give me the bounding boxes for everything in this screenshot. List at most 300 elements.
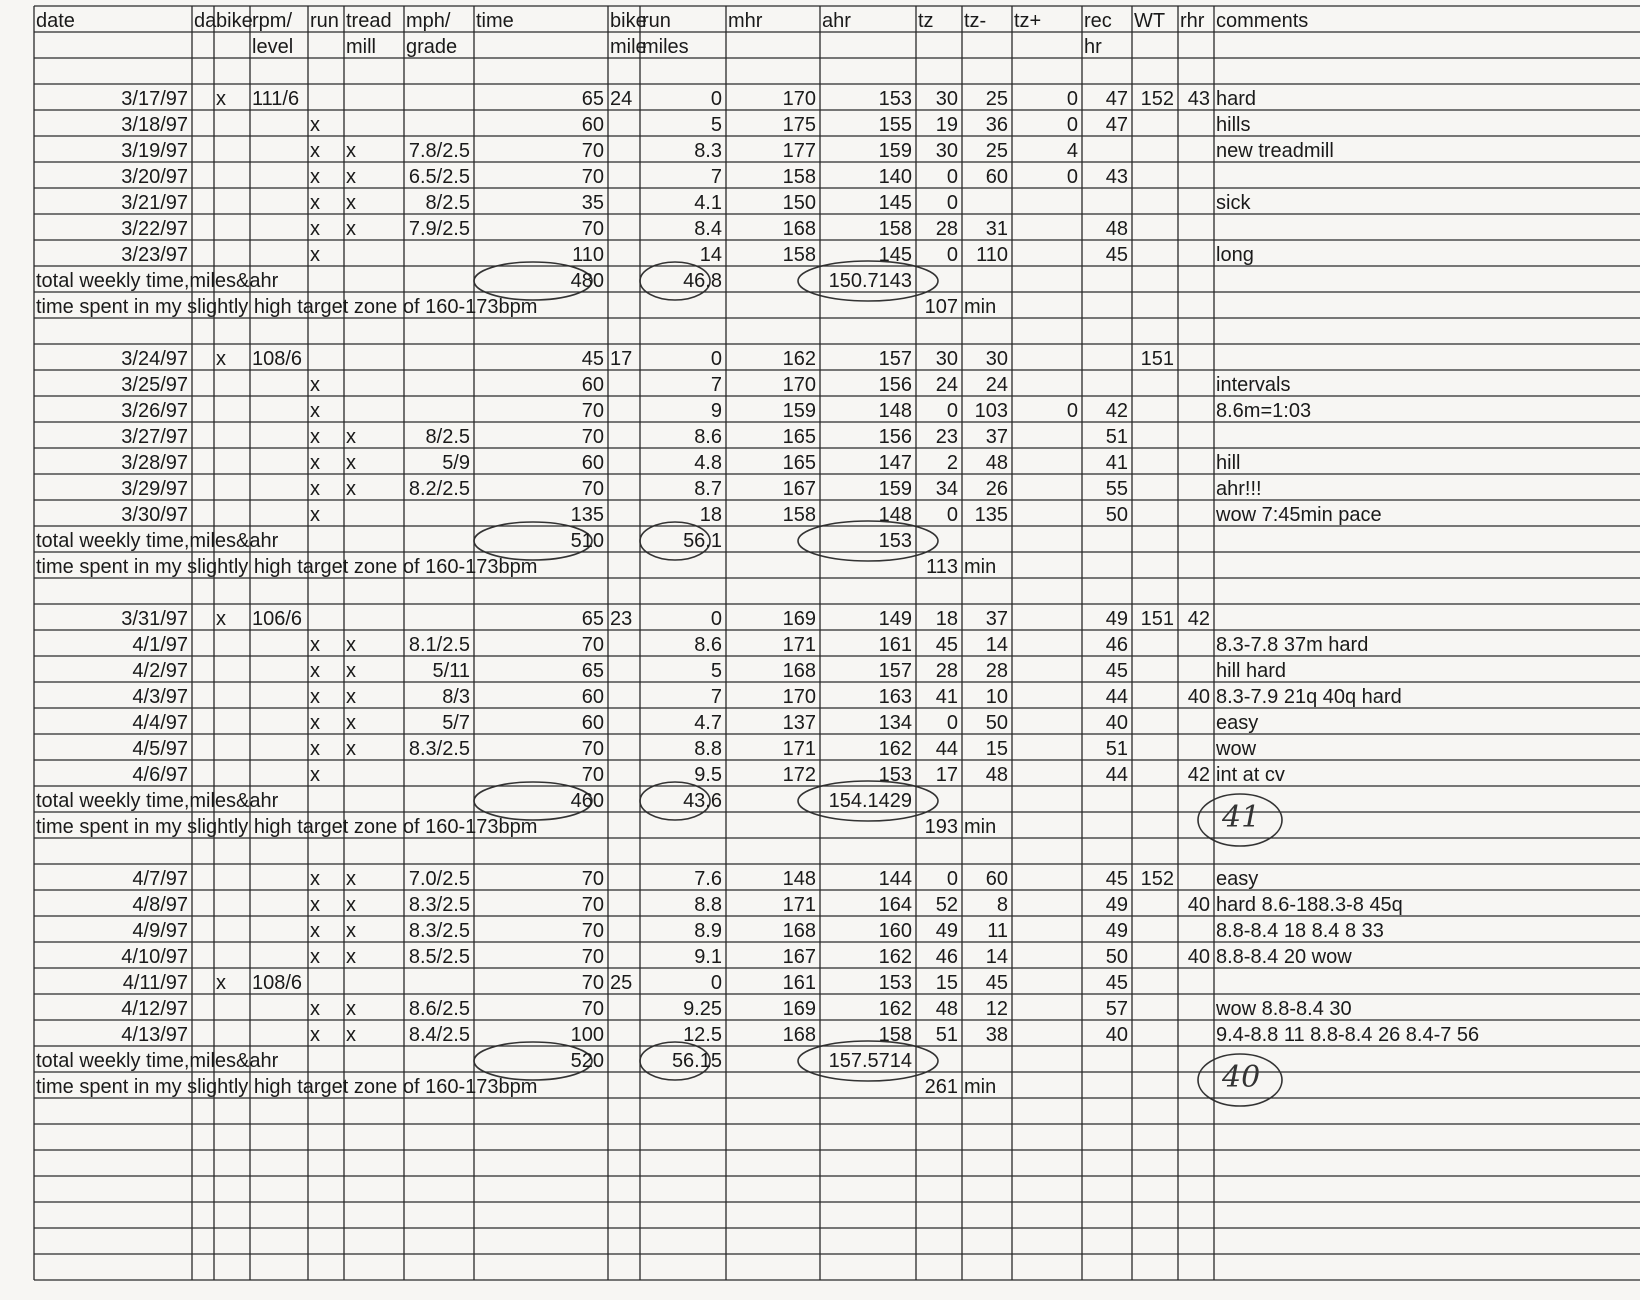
weekly-total-miles: 46.8 <box>683 270 722 292</box>
cell-treadmill: x <box>346 738 356 760</box>
cell-date: 3/17/97 <box>121 88 188 110</box>
weekly-total-time: 480 <box>570 270 604 292</box>
cell-run-miles: 8.8 <box>694 894 722 916</box>
cell-bike: x <box>216 608 226 630</box>
cell-mph-grade: 8/3 <box>442 686 470 708</box>
cell-run-miles: 0 <box>710 972 722 994</box>
cell-time: 70 <box>581 400 604 422</box>
cell-run: x <box>310 140 320 162</box>
cell-time: 70 <box>581 972 604 994</box>
cell-tz-minus: 28 <box>985 660 1008 682</box>
cell-ahr: 149 <box>878 608 912 630</box>
cell-rhr: 43 <box>1187 88 1210 110</box>
cell-tz-minus: 12 <box>985 998 1008 1020</box>
weekly-total-time: 460 <box>570 790 604 812</box>
cell-mhr: 177 <box>782 140 816 162</box>
cell-rhr: 42 <box>1187 608 1210 630</box>
cell-treadmill: x <box>346 166 356 188</box>
cell-mhr: 168 <box>782 660 816 682</box>
cell-mhr: 158 <box>782 166 816 188</box>
cell-run-miles: 8.6 <box>694 426 722 448</box>
cell-mhr: 168 <box>782 1024 816 1046</box>
cell-tz-minus: 11 <box>987 920 1008 942</box>
cell-tz-minus: 37 <box>985 608 1008 630</box>
header2-rec-hr: hr <box>1084 36 1102 58</box>
cell-bike-miles: 23 <box>610 608 633 630</box>
header-bike-miles: bike <box>610 10 647 32</box>
cell-date: 4/10/97 <box>121 946 188 968</box>
cell-rec-hr: 48 <box>1105 218 1128 240</box>
cell-time: 60 <box>581 374 604 396</box>
cell-comments: long <box>1216 244 1254 266</box>
cell-tz-minus: 135 <box>974 504 1008 526</box>
header-mhr: mhr <box>728 10 763 32</box>
handwritten-resting-hr-note: 40 <box>1222 1060 1261 1095</box>
cell-comments: hill <box>1216 452 1241 474</box>
cell-ahr: 134 <box>878 712 912 734</box>
cell-tz: 30 <box>935 88 958 110</box>
cell-run-miles: 8.3 <box>694 140 722 162</box>
cell-rpm-level: 106/6 <box>252 608 303 630</box>
cell-ahr: 145 <box>878 192 912 214</box>
weekly-total-label: total weekly time,miles&ahr <box>36 790 279 812</box>
cell-tz: 23 <box>935 426 958 448</box>
weekly-total-ahr: 154.1429 <box>828 790 912 812</box>
cell-tz-minus: 25 <box>985 88 1008 110</box>
cell-run-miles: 8.8 <box>694 738 722 760</box>
cell-tz: 45 <box>935 634 958 656</box>
header2-rpm-level: level <box>252 36 294 58</box>
cell-mhr: 165 <box>782 452 816 474</box>
cell-time: 135 <box>570 504 604 526</box>
cell-tz-minus: 24 <box>985 374 1008 396</box>
cell-run: x <box>310 218 320 240</box>
cell-rec-hr: 40 <box>1105 1024 1128 1046</box>
cell-run: x <box>310 114 320 136</box>
cell-bike: x <box>216 348 226 370</box>
cell-treadmill: x <box>346 920 356 942</box>
cell-ahr: 159 <box>878 478 912 500</box>
cell-tz-minus: 25 <box>985 140 1008 162</box>
cell-time: 70 <box>581 218 604 240</box>
cell-rec-hr: 49 <box>1105 920 1128 942</box>
cell-tz-minus: 15 <box>985 738 1008 760</box>
cell-mph-grade: 8.2/2.5 <box>408 478 470 500</box>
cell-date: 4/2/97 <box>132 660 188 682</box>
cell-tz: 24 <box>935 374 958 396</box>
cell-time: 65 <box>581 660 604 682</box>
cell-rhr: 40 <box>1187 946 1210 968</box>
cell-run-miles: 4.8 <box>694 452 722 474</box>
header-bike: bike <box>216 10 253 32</box>
cell-run-miles: 7 <box>710 374 722 396</box>
header-time: time <box>476 10 514 32</box>
cell-tz-minus: 30 <box>985 348 1008 370</box>
cell-tz-plus: 0 <box>1066 166 1078 188</box>
cell-treadmill: x <box>346 868 356 890</box>
cell-mhr: 171 <box>782 634 816 656</box>
cell-treadmill: x <box>346 946 356 968</box>
cell-run: x <box>310 946 320 968</box>
cell-time: 70 <box>581 868 604 890</box>
target-zone-minutes: 261 <box>924 1076 958 1098</box>
header-rhr: rhr <box>1180 10 1205 32</box>
cell-treadmill: x <box>346 452 356 474</box>
cell-time: 45 <box>581 348 604 370</box>
cell-run-miles: 7 <box>710 686 722 708</box>
cell-comments: ahr!!! <box>1216 478 1262 500</box>
target-zone-unit: min <box>964 556 997 578</box>
cell-date: 3/30/97 <box>121 504 188 526</box>
cell-mhr: 169 <box>782 998 816 1020</box>
cell-tz-minus: 60 <box>985 868 1008 890</box>
weekly-total-ahr: 150.7143 <box>828 270 912 292</box>
cell-tz-minus: 37 <box>985 426 1008 448</box>
cell-ahr: 159 <box>878 140 912 162</box>
cell-tz: 0 <box>946 192 958 214</box>
header2-mph-grade: grade <box>406 36 458 58</box>
cell-time: 70 <box>581 764 604 786</box>
cell-mph-grade: 5/11 <box>432 660 470 682</box>
cell-date: 3/26/97 <box>121 400 188 422</box>
cell-mhr: 168 <box>782 920 816 942</box>
cell-run: x <box>310 1024 320 1046</box>
header-ahr: ahr <box>822 10 851 32</box>
cell-run: x <box>310 868 320 890</box>
cell-time: 70 <box>581 426 604 448</box>
cell-mhr: 162 <box>782 348 816 370</box>
cell-comments: new treadmill <box>1216 140 1334 162</box>
header-comments: comments <box>1216 10 1309 32</box>
target-zone-label: time spent in my slightly high target zone of 160-173bpm <box>36 1076 538 1098</box>
cell-treadmill: x <box>346 478 356 500</box>
header-weight: WT <box>1134 10 1166 32</box>
cell-rpm-level: 111/6 <box>252 88 300 110</box>
cell-ahr: 164 <box>878 894 912 916</box>
cell-weight: 151 <box>1140 608 1174 630</box>
cell-run-miles: 7 <box>710 166 722 188</box>
target-zone-label: time spent in my slightly high target zone of 160-173bpm <box>36 556 538 578</box>
cell-run-miles: 0 <box>710 348 722 370</box>
cell-rec-hr: 45 <box>1105 660 1128 682</box>
cell-tz-minus: 10 <box>985 686 1008 708</box>
cell-date: 3/21/97 <box>121 192 188 214</box>
cell-date: 4/7/97 <box>132 868 188 890</box>
cell-date: 3/29/97 <box>121 478 188 500</box>
cell-date: 4/9/97 <box>132 920 188 942</box>
header-tz-minus: tz- <box>964 10 987 32</box>
cell-date: 3/23/97 <box>121 244 188 266</box>
cell-rec-hr: 47 <box>1105 88 1128 110</box>
cell-treadmill: x <box>346 426 356 448</box>
cell-date: 3/31/97 <box>121 608 188 630</box>
cell-run-miles: 4.1 <box>694 192 722 214</box>
cell-mhr: 170 <box>782 88 816 110</box>
cell-treadmill: x <box>346 140 356 162</box>
cell-date: 4/5/97 <box>132 738 188 760</box>
cell-tz-minus: 36 <box>985 114 1008 136</box>
cell-date: 4/4/97 <box>132 712 188 734</box>
cell-mhr: 167 <box>782 946 816 968</box>
cell-ahr: 156 <box>878 374 912 396</box>
weekly-total-label: total weekly time,miles&ahr <box>36 1050 279 1072</box>
cell-treadmill: x <box>346 660 356 682</box>
cell-comments: 8.3-7.8 37m hard <box>1216 634 1369 656</box>
cell-rec-hr: 49 <box>1105 894 1128 916</box>
cell-run-miles: 4.7 <box>694 712 722 734</box>
cell-tz-minus: 45 <box>985 972 1008 994</box>
target-zone-minutes: 113 <box>926 556 958 578</box>
cell-ahr: 140 <box>878 166 912 188</box>
cell-comments: 9.4-8.8 11 8.8-8.4 26 8.4-7 56 <box>1216 1024 1480 1046</box>
cell-run-miles: 9.5 <box>694 764 722 786</box>
header2-run-miles: miles <box>642 36 689 58</box>
cell-rhr: 40 <box>1187 894 1210 916</box>
cell-tz-plus: 4 <box>1066 140 1078 162</box>
cell-time: 60 <box>581 686 604 708</box>
cell-time: 70 <box>581 478 604 500</box>
cell-tz: 49 <box>935 920 958 942</box>
cell-mhr: 148 <box>782 868 816 890</box>
cell-weight: 151 <box>1140 348 1174 370</box>
cell-tz: 0 <box>946 868 958 890</box>
cell-comments: hard 8.6-188.3-8 45q <box>1216 894 1403 916</box>
cell-mph-grade: 7.0/2.5 <box>408 868 470 890</box>
cell-ahr: 147 <box>878 452 912 474</box>
cell-tz: 46 <box>935 946 958 968</box>
cell-run: x <box>310 192 320 214</box>
cell-mph-grade: 8.6/2.5 <box>408 998 470 1020</box>
cell-mhr: 159 <box>782 400 816 422</box>
cell-date: 3/19/97 <box>121 140 188 162</box>
cell-date: 4/3/97 <box>132 686 188 708</box>
cell-mph-grade: 7.8/2.5 <box>408 140 470 162</box>
header-rec-hr: rec <box>1084 10 1112 32</box>
weekly-total-label: total weekly time,miles&ahr <box>36 530 279 552</box>
cell-ahr: 155 <box>878 114 912 136</box>
cell-tz: 0 <box>946 712 958 734</box>
cell-rec-hr: 57 <box>1105 998 1128 1020</box>
cell-treadmill: x <box>346 998 356 1020</box>
cell-mhr: 175 <box>782 114 816 136</box>
header2-bike-miles: mile <box>610 36 647 58</box>
cell-run-miles: 9.1 <box>694 946 722 968</box>
cell-run-miles: 9 <box>710 400 722 422</box>
cell-run: x <box>310 894 320 916</box>
cell-tz: 0 <box>946 400 958 422</box>
cell-comments: sick <box>1216 192 1251 214</box>
cell-ahr: 145 <box>878 244 912 266</box>
cell-ahr: 157 <box>878 348 912 370</box>
cell-rec-hr: 40 <box>1105 712 1128 734</box>
cell-run: x <box>310 374 320 396</box>
cell-mph-grade: 5/9 <box>442 452 470 474</box>
cell-date: 4/11/97 <box>122 972 188 994</box>
cell-date: 4/12/97 <box>121 998 188 1020</box>
cell-time: 110 <box>572 244 604 266</box>
cell-comments: hills <box>1216 114 1251 136</box>
cell-date: 4/1/97 <box>132 634 188 656</box>
cell-rec-hr: 45 <box>1105 868 1128 890</box>
weekly-total-time: 520 <box>570 1050 604 1072</box>
cell-mhr: 150 <box>782 192 816 214</box>
cell-date: 3/25/97 <box>121 374 188 396</box>
cell-mhr: 170 <box>782 374 816 396</box>
cell-run-miles: 18 <box>699 504 722 526</box>
cell-mhr: 137 <box>782 712 816 734</box>
cell-ahr: 161 <box>878 634 912 656</box>
cell-tz: 15 <box>935 972 958 994</box>
cell-run-miles: 8.6 <box>694 634 722 656</box>
cell-time: 70 <box>581 634 604 656</box>
header-date: date <box>36 10 75 32</box>
cell-ahr: 144 <box>878 868 912 890</box>
cell-comments: intervals <box>1216 374 1291 396</box>
cell-time: 100 <box>570 1024 604 1046</box>
target-zone-minutes: 193 <box>924 816 958 838</box>
cell-tz: 18 <box>935 608 958 630</box>
cell-run: x <box>310 634 320 656</box>
cell-weight: 152 <box>1140 868 1174 890</box>
cell-mhr: 171 <box>782 738 816 760</box>
cell-time: 60 <box>581 114 604 136</box>
cell-run-miles: 0 <box>710 608 722 630</box>
handwritten-resting-hr-note: 41 <box>1222 800 1261 835</box>
cell-ahr: 162 <box>878 946 912 968</box>
cell-comments: easy <box>1216 712 1259 734</box>
cell-tz: 48 <box>935 998 958 1020</box>
cell-mph-grade: 8.3/2.5 <box>408 920 470 942</box>
cell-treadmill: x <box>346 686 356 708</box>
cell-tz-minus: 8 <box>996 894 1008 916</box>
cell-run: x <box>310 166 320 188</box>
target-zone-label: time spent in my slightly high target zone of 160-173bpm <box>36 296 538 318</box>
cell-tz: 51 <box>935 1024 958 1046</box>
cell-comments: hard <box>1216 88 1257 110</box>
cell-tz: 2 <box>946 452 958 474</box>
cell-run: x <box>310 764 320 786</box>
cell-tz-minus: 31 <box>985 218 1008 240</box>
cell-comments: wow 8.8-8.4 30 <box>1216 998 1352 1020</box>
cell-date: 3/24/97 <box>121 348 188 370</box>
weekly-total-miles: 56.1 <box>683 530 722 552</box>
cell-date: 3/22/97 <box>121 218 188 240</box>
cell-run: x <box>310 660 320 682</box>
cell-tz: 41 <box>935 686 958 708</box>
cell-bike-miles: 24 <box>610 88 633 110</box>
cell-tz: 17 <box>935 764 958 786</box>
cell-comments: int at cv <box>1216 764 1285 786</box>
cell-run: x <box>310 400 320 422</box>
cell-tz: 44 <box>935 738 958 760</box>
cell-time: 65 <box>581 608 604 630</box>
cell-tz-minus: 103 <box>974 400 1008 422</box>
cell-rec-hr: 46 <box>1105 634 1128 656</box>
target-zone-label: time spent in my slightly high target zone of 160-173bpm <box>36 816 538 838</box>
header2-treadmill: mill <box>346 36 376 58</box>
cell-treadmill: x <box>346 192 356 214</box>
cell-bike-miles: 25 <box>610 972 633 994</box>
cell-date: 3/20/97 <box>121 166 188 188</box>
cell-tz: 28 <box>935 218 958 240</box>
cell-rec-hr: 51 <box>1105 738 1128 760</box>
cell-mhr: 171 <box>782 894 816 916</box>
cell-run-miles: 14 <box>699 244 722 266</box>
cell-ahr: 148 <box>878 400 912 422</box>
header-run: run <box>310 10 339 32</box>
cell-mph-grade: 8.4/2.5 <box>408 1024 470 1046</box>
cell-mhr: 169 <box>782 608 816 630</box>
cell-ahr: 163 <box>878 686 912 708</box>
cell-time: 70 <box>581 998 604 1020</box>
cell-mph-grade: 8/2.5 <box>425 192 470 214</box>
cell-rec-hr: 55 <box>1105 478 1128 500</box>
cell-rec-hr: 50 <box>1105 504 1128 526</box>
target-zone-minutes: 107 <box>924 296 958 318</box>
cell-rec-hr: 43 <box>1105 166 1128 188</box>
cell-date: 4/8/97 <box>132 894 188 916</box>
cell-treadmill: x <box>346 1024 356 1046</box>
weekly-total-time: 510 <box>570 530 604 552</box>
weekly-total-label: total weekly time,miles&ahr <box>36 270 279 292</box>
cell-ahr: 153 <box>878 764 912 786</box>
cell-run-miles: 5 <box>710 660 722 682</box>
cell-run-miles: 12.5 <box>683 1024 722 1046</box>
cell-mhr: 167 <box>782 478 816 500</box>
cell-tz: 0 <box>946 166 958 188</box>
cell-run: x <box>310 686 320 708</box>
cell-rec-hr: 50 <box>1105 946 1128 968</box>
cell-time: 70 <box>581 946 604 968</box>
cell-comments: easy <box>1216 868 1259 890</box>
cell-rec-hr: 44 <box>1105 764 1128 786</box>
cell-rhr: 42 <box>1187 764 1210 786</box>
cell-time: 65 <box>581 88 604 110</box>
cell-ahr: 162 <box>878 738 912 760</box>
cell-mhr: 168 <box>782 218 816 240</box>
cell-run: x <box>310 998 320 1020</box>
cell-time: 70 <box>581 920 604 942</box>
cell-tz: 30 <box>935 348 958 370</box>
cell-bike-miles: 17 <box>610 348 633 370</box>
cell-mph-grade: 6.5/2.5 <box>408 166 470 188</box>
header-tz-plus: tz+ <box>1014 10 1042 32</box>
cell-tz-minus: 60 <box>985 166 1008 188</box>
header-tz: tz <box>918 10 934 32</box>
cell-run: x <box>310 712 320 734</box>
cell-ahr: 162 <box>878 998 912 1020</box>
weekly-total-miles: 56.15 <box>671 1050 722 1072</box>
cell-rhr: 40 <box>1187 686 1210 708</box>
header-rpm-level: rpm/ <box>252 10 292 32</box>
cell-run: x <box>310 478 320 500</box>
cell-tz: 30 <box>935 140 958 162</box>
cell-tz-minus: 26 <box>985 478 1008 500</box>
cell-rec-hr: 45 <box>1105 244 1128 266</box>
cell-tz-minus: 14 <box>985 946 1008 968</box>
cell-comments: hill hard <box>1216 660 1287 682</box>
cell-ahr: 160 <box>878 920 912 942</box>
cell-tz: 19 <box>935 114 958 136</box>
cell-comments: 8.3-7.9 21q 40q hard <box>1216 686 1402 708</box>
target-zone-unit: min <box>964 816 997 838</box>
cell-rec-hr: 47 <box>1105 114 1128 136</box>
cell-tz: 0 <box>946 244 958 266</box>
cell-run: x <box>310 244 320 266</box>
cell-ahr: 153 <box>878 88 912 110</box>
cell-mph-grade: 7.9/2.5 <box>408 218 470 240</box>
cell-treadmill: x <box>346 894 356 916</box>
